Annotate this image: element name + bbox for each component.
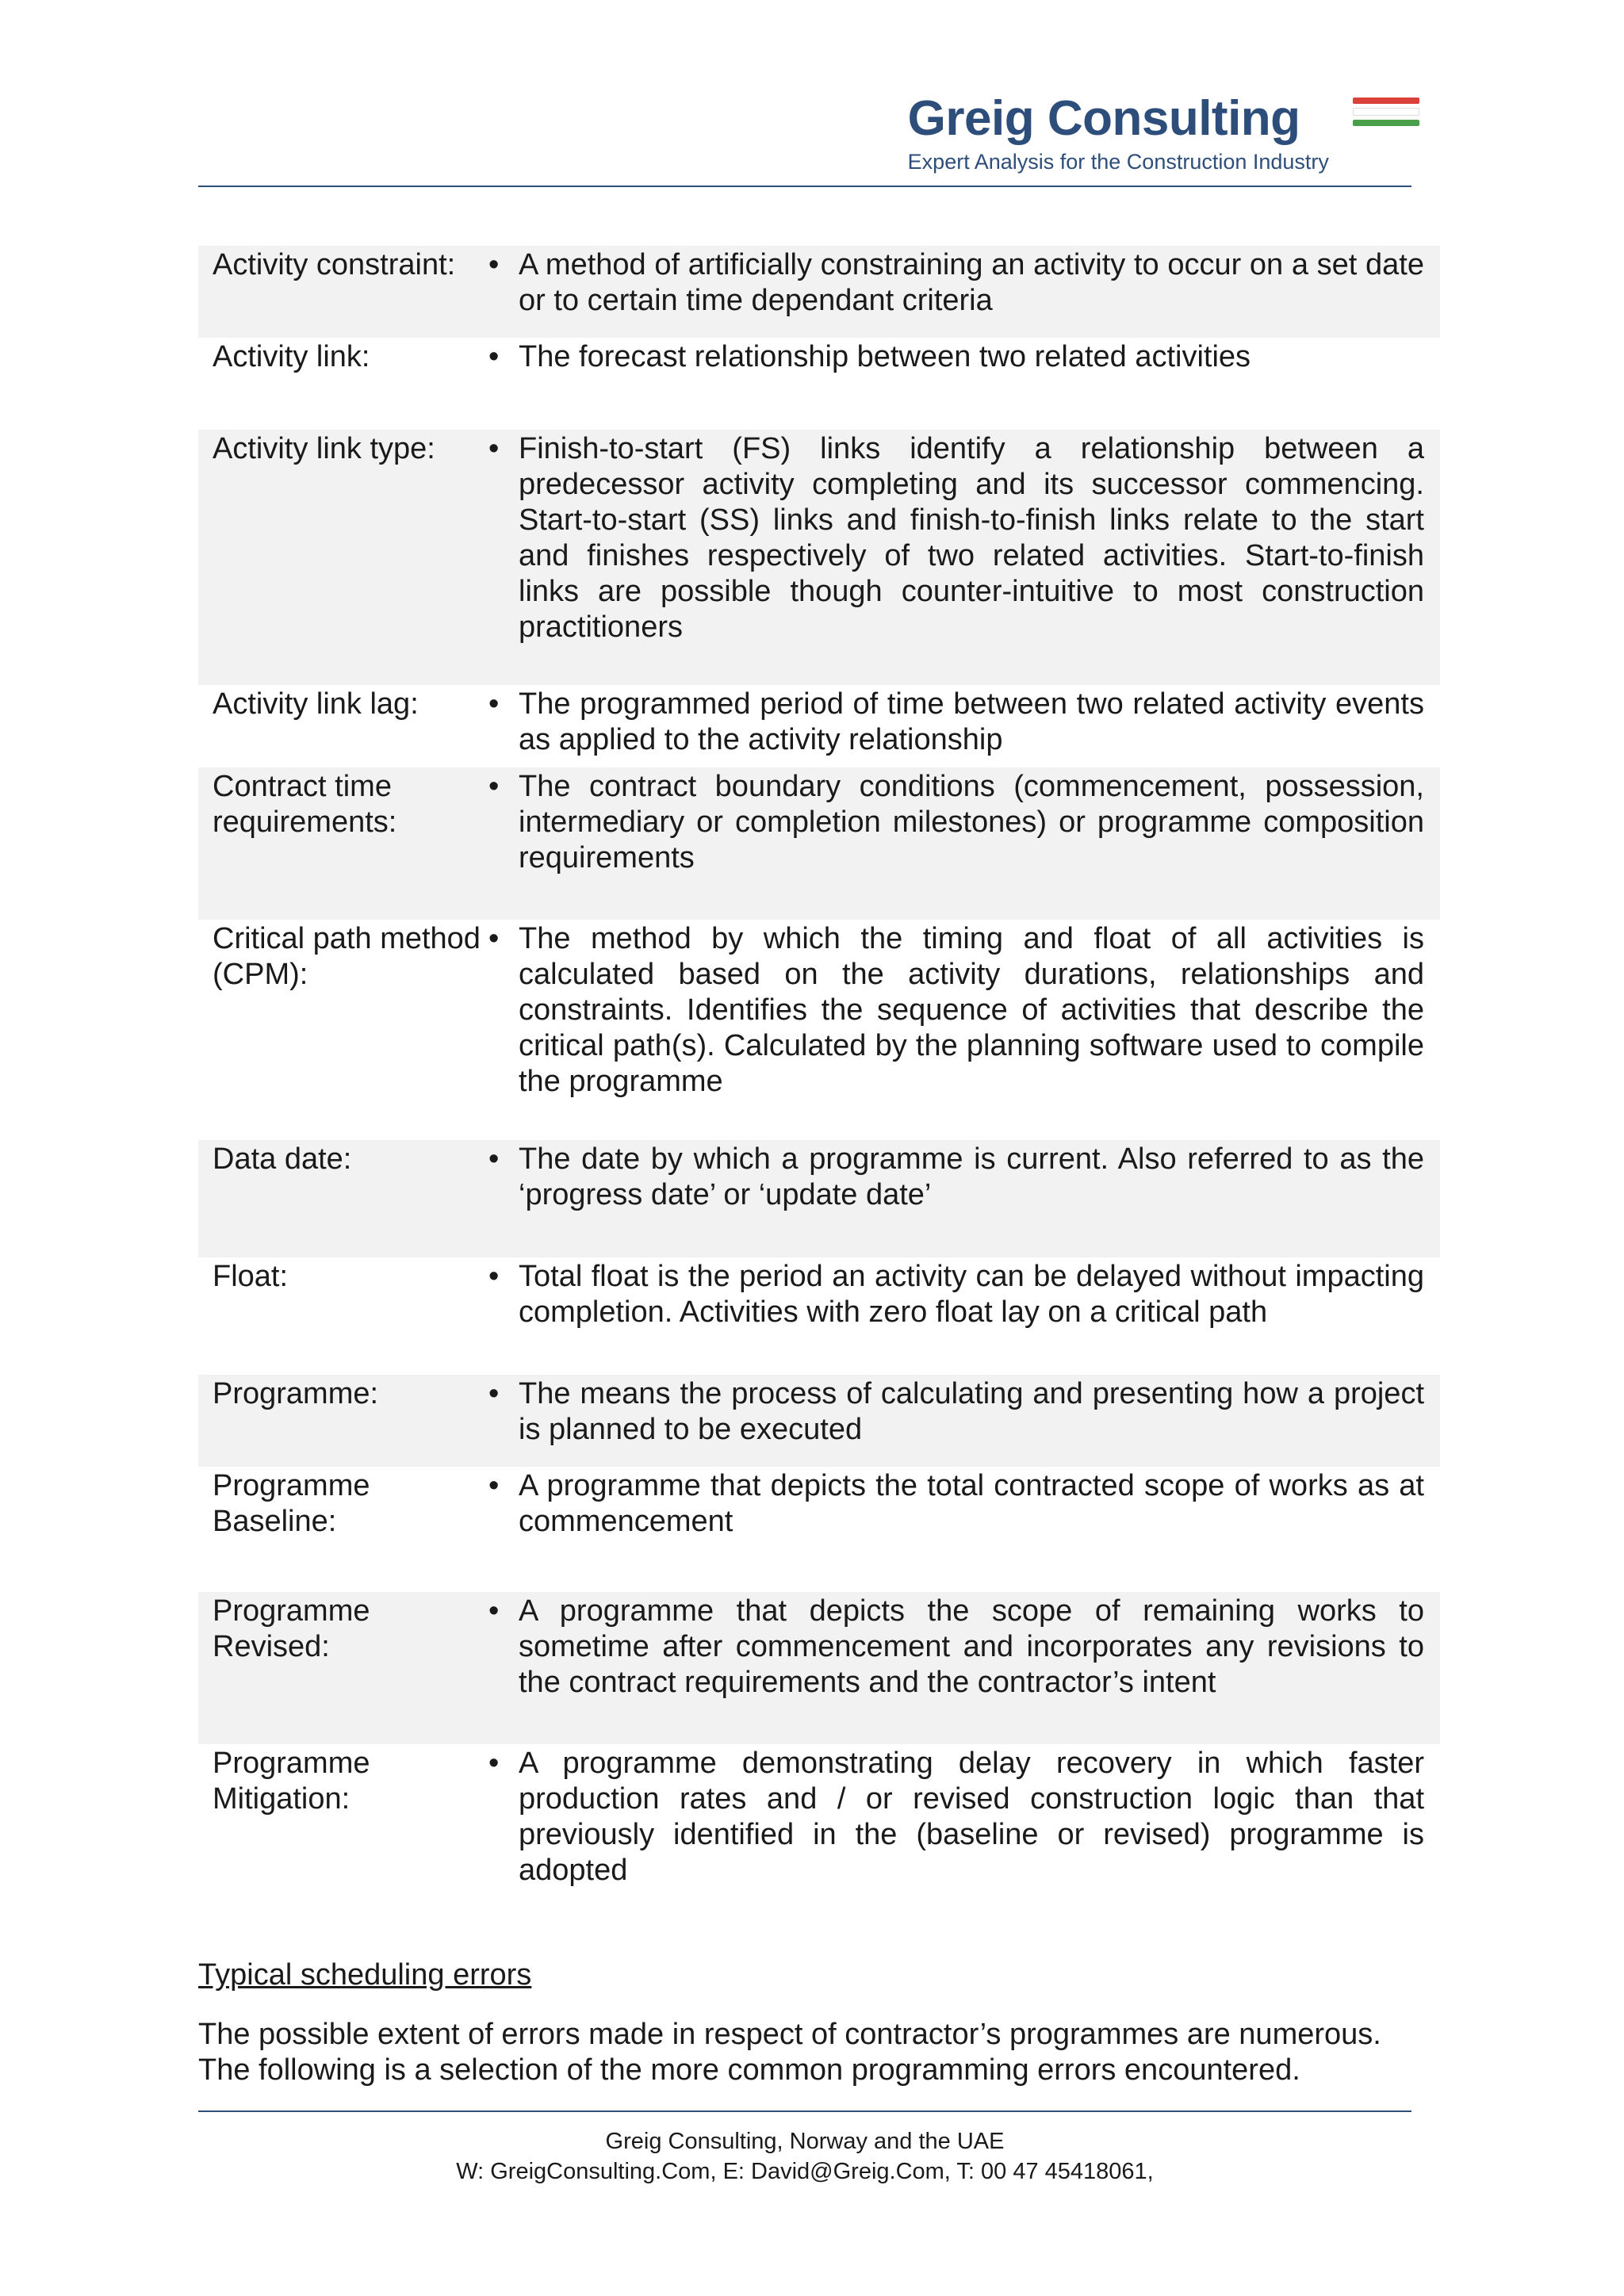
definition-term: Programme: xyxy=(213,1377,379,1410)
definition-row xyxy=(198,1744,1440,1896)
definition-description xyxy=(485,1140,1440,1257)
definition-row xyxy=(198,1375,1440,1467)
definition-description xyxy=(485,1467,1440,1592)
bullet-icon: • xyxy=(488,1594,500,1628)
definition-term: Programme Mitigation: xyxy=(213,1747,370,1816)
definition-description xyxy=(485,1592,1440,1744)
definition-description xyxy=(485,767,1440,920)
definition-term: Programme Baseline: xyxy=(213,1469,370,1538)
definition-text: Total float is the period an activity can be delayed without impacting completion. Activities with zero float lay on a critical path xyxy=(519,1260,1424,1329)
definition-row xyxy=(198,246,1440,338)
definition-description xyxy=(485,1375,1440,1467)
definition-text: The means the process of calculating and presenting how a project is planned to be executed xyxy=(519,1377,1424,1446)
page-header xyxy=(198,83,1411,186)
definition-text: The date by which a programme is current. Also referred to as the ‘progress date’ or ‘update date’ xyxy=(519,1142,1424,1211)
definition-row xyxy=(198,685,1440,767)
definition-text: The contract boundary conditions (commencement, possession, intermediary or completion milestones) or programme composition requirements xyxy=(519,770,1424,874)
definition-description xyxy=(485,685,1440,767)
bullet-icon: • xyxy=(488,1260,500,1293)
definition-text: The method by which the timing and float of all activities is calculated based on the activity durations, relationships and constraints. Identifies the sequence of activities that describe the critical path(s). Calculated by the planning software used to compile the programme xyxy=(519,922,1424,1098)
header-divider xyxy=(198,186,1411,187)
bullet-icon: • xyxy=(488,1142,500,1176)
flag-icon xyxy=(1353,98,1419,131)
definition-description xyxy=(485,246,1440,338)
definition-row xyxy=(198,1257,1440,1375)
bullet-icon: • xyxy=(488,248,500,281)
section-body: The possible extent of errors made in respect of contractor’s programmes are numerous. The following is a selection of the more common programming errors encountered. xyxy=(198,2018,1381,2087)
definition-row xyxy=(198,338,1440,430)
definition-description xyxy=(485,1744,1440,1896)
footer-line-contact: W: GreigConsulting.Com, E: David@Greig.Com, T: 00 47 45418061, xyxy=(456,2159,1154,2184)
definition-term: Activity link lag: xyxy=(213,687,419,721)
footer-divider xyxy=(198,2110,1411,2112)
brand-tagline: Expert Analysis for the Construction Industry xyxy=(907,150,1329,174)
definition-term: Activity link type: xyxy=(213,432,435,465)
definition-description xyxy=(485,430,1440,685)
section-title: Typical scheduling errors xyxy=(198,1958,532,1992)
definition-term: Data date: xyxy=(213,1142,352,1176)
definition-text: The forecast relationship between two related activities xyxy=(519,340,1251,373)
definition-text: A programme that depicts the total contracted scope of works as at commencement xyxy=(519,1469,1424,1538)
definition-description xyxy=(485,338,1440,430)
definitions-table xyxy=(198,246,1440,1896)
definition-row xyxy=(198,1140,1440,1257)
brand-logo xyxy=(908,91,1380,175)
bullet-icon: • xyxy=(488,770,500,803)
definition-text: The programmed period of time between two related activity events as applied to the activity relationship xyxy=(519,687,1424,756)
definition-term: Programme Revised: xyxy=(213,1594,370,1663)
bullet-icon: • xyxy=(488,687,500,721)
brand-name: Greig Consulting xyxy=(907,91,1300,146)
definition-term: Float: xyxy=(213,1260,289,1293)
definition-row xyxy=(198,920,1440,1140)
definition-term: Contract time requirements: xyxy=(213,770,397,839)
definition-row xyxy=(198,1592,1440,1744)
definition-term: Activity constraint: xyxy=(213,248,456,281)
definition-row xyxy=(198,430,1440,685)
definition-row xyxy=(198,1467,1440,1592)
definition-term: Activity link: xyxy=(213,340,370,373)
definition-description xyxy=(485,1257,1440,1375)
bullet-icon: • xyxy=(488,1747,500,1780)
bullet-icon: • xyxy=(488,1469,500,1502)
definition-text: A programme demonstrating delay recovery in which faster production rates and / or revised construction logic than that previously identified in the (baseline or revised) programme is adopted xyxy=(519,1747,1424,1887)
definition-text: A programme that depicts the scope of remaining works to sometime after commencement and incorporates any revisions to the contract requirements and the contractor’s intent xyxy=(519,1594,1424,1699)
definition-text: A method of artificially constraining an activity to occur on a set date or to certain time dependant criteria xyxy=(519,248,1424,317)
bullet-icon: • xyxy=(488,1377,500,1410)
bullet-icon: • xyxy=(488,432,500,465)
page-footer xyxy=(198,2126,1411,2187)
definition-row xyxy=(198,767,1440,920)
definition-text: Finish-to-start (FS) links identify a relationship between a predecessor activity completing and its successor commencing. Start-to-start (SS) links and finish-to-finish links relate to the start and finishes respectively of two related activities. Start-to-finish links are possible though counter-intuitive to most construction practitioners xyxy=(519,432,1424,644)
definition-term: Critical path method (CPM): xyxy=(213,922,481,991)
definition-description xyxy=(485,920,1440,1140)
bullet-icon: • xyxy=(488,922,500,955)
bullet-icon: • xyxy=(488,340,500,373)
footer-line-company: Greig Consulting, Norway and the UAE xyxy=(605,2129,1005,2154)
